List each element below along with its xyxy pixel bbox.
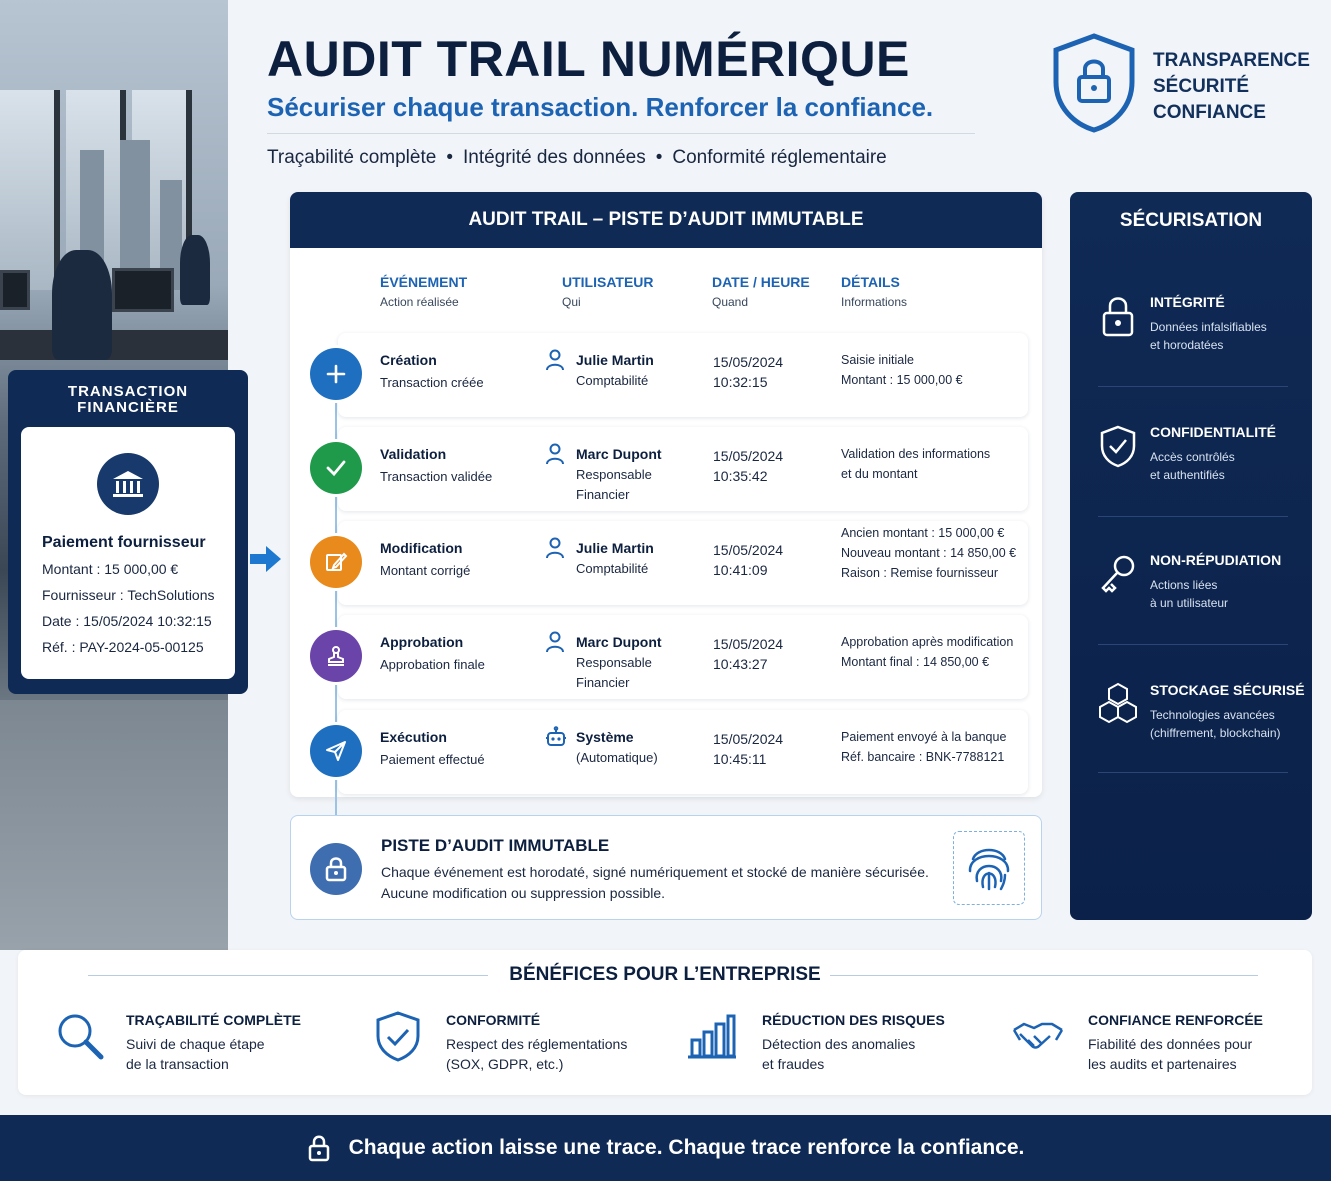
user-icon (545, 443, 565, 465)
security-title: SÉCURISATION (1119, 210, 1263, 231)
bank-icon (97, 453, 159, 515)
cubes-icon (1098, 682, 1138, 726)
footer-banner (0, 1115, 1331, 1181)
divider (1098, 516, 1288, 517)
column-header-date: DATE / HEURE Quand (712, 274, 810, 309)
transaction-card (8, 370, 248, 694)
arrow-right-icon (250, 545, 282, 573)
transaction-details (21, 427, 235, 679)
robot-icon (545, 726, 565, 748)
page-title: AUDIT TRAIL NUMÉRIQUE (267, 31, 910, 87)
event-cell: Approbation Approbation finale (380, 634, 485, 672)
event-cell: Création Transaction créée (380, 352, 484, 390)
stamp-icon (324, 644, 348, 668)
column-header-event: ÉVÉNEMENT Action réalisée (380, 274, 468, 309)
divider (1098, 644, 1288, 645)
edit-icon (324, 550, 348, 574)
lock-badge (310, 843, 362, 895)
date-cell: 15/05/2024 10:32:15 (713, 354, 784, 390)
column-header-details: DÉTAILS Informations (841, 274, 908, 309)
feature-item: Traçabilité complète (267, 147, 437, 168)
fingerprint-icon (953, 831, 1025, 905)
person-silhouette (180, 235, 210, 305)
monitor (112, 268, 174, 312)
keyword: SÉCURITÉ (1153, 76, 1250, 97)
transaction-heading: TRANSACTION FINANCIÈRE (67, 383, 189, 416)
details-cell: Saisie initiale Montant : 15 000,00 € (841, 353, 963, 387)
user-icon (545, 349, 565, 371)
date-cell: 15/05/2024 10:43:27 (713, 636, 784, 672)
keyword: CONFIANCE (1153, 102, 1266, 123)
security-panel: SÉCURISATION INTÉGRITÉ Données infalsifiables et horodatées CONFIDENTIALITÉ Accès contrôlés et authentifiés NON-RÉPUDIATION Actions liées à un utilisateur STOCKAGE SÉCURISÉ Technologies avancées (chiffrement, blockchain) (1070, 192, 1312, 920)
user-cell: Julie Martin Comptabilité (576, 352, 654, 388)
event-badge (310, 442, 362, 494)
event-cell: Modification Montant corrigé (380, 540, 471, 578)
keyword-list (1153, 48, 1310, 126)
event-badge (310, 630, 362, 682)
check-icon (324, 456, 348, 480)
keyword: TRANSPARENCE (1153, 50, 1310, 71)
user-icon (545, 537, 565, 559)
details-cell: Paiement envoyé à la banque Réf. bancaire : BNK-7788121 (841, 730, 1007, 764)
benefits-title: BÉNÉFICES POUR L’ENTREPRISE (509, 964, 821, 985)
shield-lock-icon (1050, 32, 1138, 134)
details-cell: Validation des informations et du montant (841, 447, 991, 481)
transaction-date: Date : 15/05/2024 10:32:15 (42, 613, 212, 629)
user-cell: Système (Automatique) (576, 729, 658, 765)
date-cell: 15/05/2024 10:41:09 (713, 542, 784, 578)
send-icon (324, 739, 348, 763)
event-badge (310, 536, 362, 588)
bar-chart-icon (686, 1010, 738, 1062)
immutable-title: PISTE D’AUDIT IMMUTABLE (381, 836, 610, 855)
event-badge (310, 725, 362, 777)
shield-check-icon (372, 1010, 424, 1062)
office-desk (0, 330, 228, 360)
person-silhouette (52, 250, 112, 360)
divider (1098, 772, 1288, 773)
feature-item: Intégrité des données (462, 147, 646, 168)
lock-icon (324, 856, 348, 882)
handshake-icon (1012, 1010, 1064, 1062)
divider (1098, 386, 1288, 387)
user-icon (545, 631, 565, 653)
date-cell: 15/05/2024 10:35:42 (713, 448, 784, 484)
user-cell: Julie Martin Comptabilité (576, 540, 654, 576)
plus-icon (324, 362, 348, 386)
window-pane (0, 90, 60, 290)
immutable-notice (290, 815, 1042, 920)
details-cell: Ancien montant : 15 000,00 € Nouveau montant : 14 850,00 € Raison : Remise fournisseur (841, 526, 1017, 580)
panel-title: AUDIT TRAIL – PISTE D’AUDIT IMMUTABLE (290, 192, 1042, 248)
key-icon (1098, 552, 1138, 596)
event-cell: Exécution Paiement effectué (380, 729, 485, 767)
benefits-section: BÉNÉFICES POUR L’ENTREPRISE TRAÇABILITÉ COMPLÈTE Suivi de chaque étape de la transaction CONFORMITÉ Respect des réglementations (SOX, GDPR, etc.) RÉDUCTION DES RISQUES Détection des anomalies et fraudes CONFIANCE RENFORCÉE Fiabilité des données pour les audits et partenaires (18, 950, 1312, 1095)
transaction-amount: Montant : 15 000,00 € (42, 561, 179, 577)
lock-icon (1098, 294, 1138, 338)
monitor (0, 270, 30, 310)
page-subtitle: Sécuriser chaque transaction. Renforcer la confiance. (267, 92, 934, 122)
footer-text: Chaque action laisse une trace. Chaque trace renforce la confiance. (348, 1136, 1025, 1159)
magnifier-icon (54, 1010, 106, 1062)
column-header-user: UTILISATEUR Qui (562, 274, 654, 309)
transaction-supplier: Fournisseur : TechSolutions (42, 587, 215, 603)
feature-item: Conformité réglementaire (672, 147, 887, 168)
event-badge (310, 348, 362, 400)
shield-check-icon (1098, 424, 1138, 468)
feature-list: Traçabilité complète • Intégrité des données • Conformité réglementaire (267, 147, 887, 168)
transaction-title: Paiement fournisseur (42, 534, 206, 551)
transaction-ref: Réf. : PAY-2024-05-00125 (42, 639, 204, 655)
user-cell: Marc Dupont Responsable Financier (576, 446, 662, 502)
details-cell: Approbation après modification Montant final : 14 850,00 € (841, 635, 1014, 669)
event-cell: Validation Transaction validée (380, 446, 493, 484)
user-cell: Marc Dupont Responsable Financier (576, 634, 662, 690)
lock-icon (307, 1134, 331, 1162)
date-cell: 15/05/2024 10:45:11 (713, 731, 784, 767)
office-floor (0, 700, 228, 950)
divider (267, 133, 975, 134)
immutable-text: Chaque événement est horodaté, signé numériquement et stocké de manière sécurisée. Aucune modification ou suppression possible. (381, 864, 929, 901)
